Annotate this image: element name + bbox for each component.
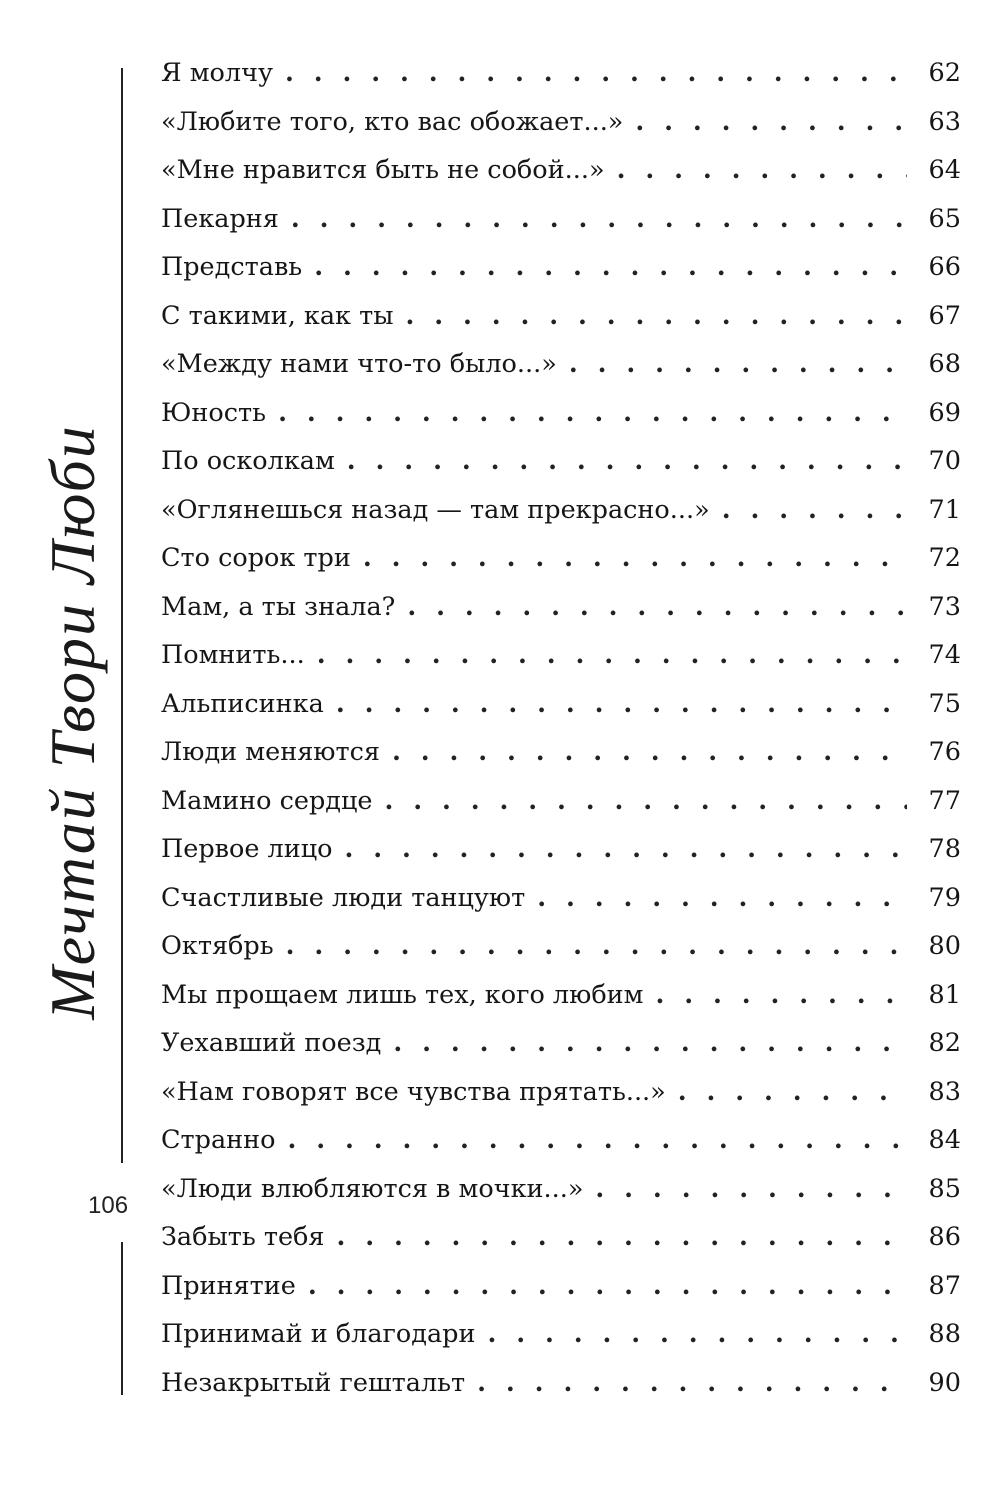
book-side-title: Мечтай Твори Люби [37, 424, 108, 1020]
toc-leader-dots [345, 834, 907, 864]
toc-entry [161, 58, 961, 107]
toc-leader-dots [617, 155, 907, 185]
toc-entry-title: «Между нами что-то было...» [161, 349, 557, 379]
toc-entry-title: «Любите того, кто вас обожает...» [161, 106, 624, 137]
toc-entry-title: Я молчу [161, 58, 273, 88]
toc-entry-title: Люди меняются [161, 737, 380, 767]
toc-entry-page: 79 [928, 882, 961, 913]
toc-entry-page: 87 [928, 1270, 961, 1301]
toc-leader-dots [392, 737, 907, 767]
toc-entry-page: 83 [928, 1076, 961, 1107]
toc-entry [161, 592, 961, 641]
toc-leader-dots [317, 640, 907, 670]
toc-entry-title: Помнить... [161, 640, 305, 670]
toc-leader-dots [537, 883, 907, 913]
toc-entry-page: 74 [928, 640, 961, 670]
toc-entry-title: Уехавший поезд [161, 1028, 382, 1058]
toc-entry-title: Принимай и благодари [161, 1319, 476, 1349]
toc-entry-page: 63 [928, 106, 961, 137]
toc-entry [161, 252, 961, 301]
toc-leader-dots [291, 204, 907, 234]
toc-entry [161, 107, 961, 156]
toc-entry-title: Счастливые люди танцуют [161, 882, 526, 913]
toc-entry [161, 1319, 961, 1368]
table-of-contents [161, 58, 961, 1416]
toc-entry-page: 73 [928, 591, 961, 622]
toc-leader-dots [635, 107, 907, 137]
toc-entry-page: 77 [928, 785, 961, 816]
toc-entry [161, 1222, 961, 1271]
toc-entry [161, 495, 961, 544]
toc-entry-title: Сто сорок три [161, 543, 351, 573]
toc-entry [161, 349, 961, 398]
margin-rule-bottom [121, 1242, 123, 1395]
toc-entry-title: «Мне нравится быть не собой...» [161, 155, 605, 185]
toc-entry-page: 70 [928, 446, 961, 476]
toc-entry-title: Принятие [161, 1270, 296, 1301]
toc-entry-page: 62 [928, 58, 961, 88]
toc-entry-title: Юность [161, 397, 267, 428]
toc-entry-page: 84 [928, 1125, 961, 1155]
toc-entry-title: Забыть тебя [161, 1222, 325, 1252]
toc-entry-page: 66 [928, 252, 961, 282]
toc-entry-title: С такими, как ты [161, 300, 394, 331]
toc-entry-title: Октябрь [161, 931, 274, 961]
toc-entry-page: 78 [928, 834, 961, 864]
toc-leader-dots [278, 398, 907, 428]
toc-entry-page: 64 [928, 155, 961, 185]
toc-entry [161, 689, 961, 738]
toc-entry [161, 301, 961, 350]
toc-entry-title: Альписинка [161, 688, 324, 719]
toc-entry-title: Мы прощаем лишь тех, кого любим [161, 979, 644, 1010]
toc-leader-dots [347, 446, 907, 476]
toc-entry [161, 737, 961, 786]
toc-leader-dots [678, 1077, 907, 1107]
toc-entry-page: 80 [928, 931, 961, 961]
toc-entry-title: Первое лицо [161, 834, 333, 864]
toc-entry-title: «Оглянешься назад — там прекрасно...» [161, 494, 710, 525]
toc-leader-dots [286, 931, 907, 961]
toc-entry-page: 65 [928, 203, 961, 234]
toc-entry [161, 1368, 961, 1417]
toc-entry [161, 786, 961, 835]
toc-entry [161, 1028, 961, 1077]
toc-entry-page: 85 [928, 1173, 961, 1204]
toc-entry-title: Мам, а ты знала? [161, 591, 396, 622]
toc-entry [161, 204, 961, 253]
margin-rule-top [121, 68, 123, 1163]
toc-entry-title: Пекарня [161, 203, 279, 234]
toc-leader-dots [406, 301, 908, 331]
toc-entry [161, 931, 961, 980]
toc-entry-page: 86 [928, 1222, 961, 1252]
toc-leader-dots [477, 1368, 907, 1398]
toc-leader-dots [314, 252, 907, 282]
toc-leader-dots [722, 495, 907, 525]
toc-entry [161, 834, 961, 883]
toc-entry-title: По осколкам [161, 446, 335, 476]
toc-entry-title: Незакрытый гештальт [161, 1367, 466, 1398]
toc-leader-dots [407, 592, 907, 622]
toc-entry [161, 640, 961, 689]
toc-entry [161, 398, 961, 447]
toc-entry [161, 155, 961, 204]
toc-entry-page: 76 [928, 737, 961, 767]
toc-entry-page: 72 [928, 543, 961, 573]
toc-entry-page: 75 [928, 688, 961, 719]
toc-entry [161, 980, 961, 1029]
toc-entry-title: Странно [161, 1125, 276, 1155]
toc-leader-dots [384, 786, 907, 816]
toc-entry-title: Представь [161, 252, 303, 282]
toc-entry [161, 1077, 961, 1126]
toc-entry-title: Мамино сердце [161, 785, 373, 816]
toc-entry-page: 90 [928, 1367, 961, 1398]
toc-leader-dots [569, 349, 907, 379]
toc-leader-dots [393, 1028, 907, 1058]
toc-entry-title: «Люди влюбляются в мочки...» [161, 1173, 584, 1204]
toc-entry-title: «Нам говорят все чувства прятать...» [161, 1076, 666, 1107]
page-number: 106 [88, 1192, 129, 1219]
toc-leader-dots [336, 689, 907, 719]
toc-entry-page: 71 [928, 494, 961, 525]
toc-entry [161, 883, 961, 932]
toc-entry-page: 69 [928, 397, 961, 428]
toc-entry [161, 543, 961, 592]
toc-entry-page: 67 [928, 300, 961, 331]
toc-leader-dots [288, 1125, 908, 1155]
toc-entry-page: 82 [928, 1028, 961, 1058]
toc-entry-page: 68 [928, 349, 961, 379]
toc-entry [161, 1125, 961, 1174]
toc-leader-dots [595, 1174, 907, 1204]
toc-leader-dots [656, 980, 908, 1010]
toc-entry-page: 88 [928, 1319, 961, 1349]
toc-entry [161, 1271, 961, 1320]
toc-leader-dots [336, 1222, 907, 1252]
toc-leader-dots [308, 1271, 907, 1301]
toc-entry [161, 1174, 961, 1223]
toc-leader-dots [487, 1319, 907, 1349]
toc-entry-page: 81 [928, 979, 961, 1010]
toc-entry [161, 446, 961, 495]
toc-leader-dots [363, 543, 907, 573]
toc-leader-dots [285, 58, 907, 88]
